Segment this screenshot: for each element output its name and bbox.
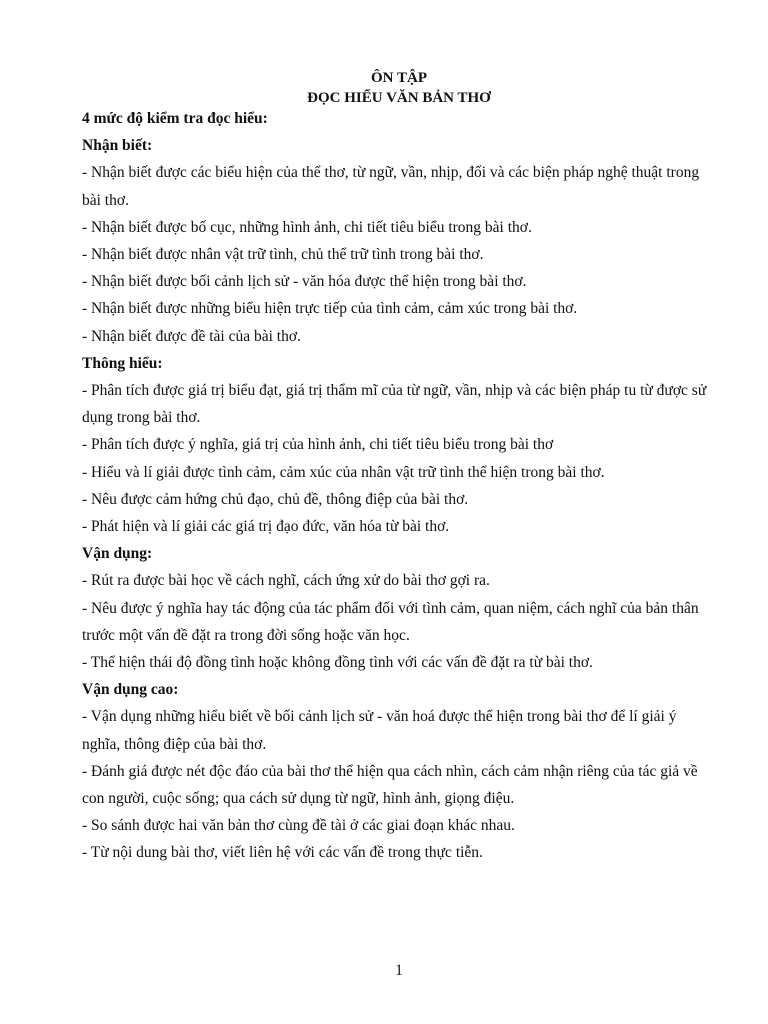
list-item: - Nêu được ý nghĩa hay tác động của tác phẩm đối với tình cảm, quan niệm, cách nghĩ của bản thân trước một vấn đề đặt ra trong đời sống hoặc văn học. — [82, 599, 699, 644]
list-item: - Phân tích được giá trị biểu đạt, giá trị thẩm mĩ của từ ngữ, vần, nhịp và các biện pháp tu từ được sử dụng trong bài thơ. — [82, 382, 707, 427]
title-line-1: ÔN TẬP — [371, 70, 427, 86]
list-item: - Nhận biết được bối cảnh lịch sử - văn hóa được thể hiện trong bài thơ. — [82, 273, 527, 291]
list-item: - Nhận biết được các biểu hiện của thể thơ, từ ngữ, vần, nhịp, đối và các biện pháp nghệ thuật trong bài thơ. — [82, 164, 700, 209]
section-heading-thong-hieu: Thông hiểu: — [82, 354, 163, 372]
list-item: - Rút ra được bài học về cách nghĩ, cách ứng xử do bài thơ gợi ra. — [82, 572, 490, 590]
title-line-2: ĐỌC HIỂU VĂN BẢN THƠ — [307, 90, 491, 106]
list-item: - Hiểu và lí giải được tình cảm, cảm xúc của nhân vật trữ tình thể hiện trong bài thơ. — [82, 463, 605, 481]
list-item: - Nhận biết được nhân vật trữ tình, chủ thể trữ tình trong bài thơ. — [82, 246, 484, 264]
document-title — [0, 68, 768, 108]
list-item: - So sánh được hai văn bản thơ cùng đề tài ở các giai đoạn khác nhau. — [82, 817, 515, 835]
list-item: - Nhận biết được đề tài của bài thơ. — [82, 327, 301, 345]
section-heading-van-dung: Vận dụng: — [82, 545, 153, 563]
list-item: - Phát hiện và lí giải các giá trị đạo đức, văn hóa từ bài thơ. — [82, 518, 450, 536]
list-item: - Nhận biết được bố cục, những hình ảnh, chi tiết tiêu biểu trong bài thơ. — [82, 218, 532, 236]
list-item: - Nhận biết được những biểu hiện trực tiếp của tình cảm, cảm xúc trong bài thơ. — [82, 300, 578, 318]
list-item: - Phân tích được ý nghĩa, giá trị của hình ảnh, chi tiết tiêu biểu trong bài thơ — [82, 436, 554, 454]
list-item: - Đánh giá được nét độc đáo của bài thơ thể hiện qua cách nhìn, cách cảm nhận riêng của tác giả về con người, cuộc sống; qua cách sử dụng từ ngữ, hình ảnh, giọng điệu. — [82, 762, 698, 808]
document-body — [82, 105, 712, 867]
list-item: - Thể hiện thái độ đồng tình hoặc không đồng tình với các vấn đề đặt ra từ bài thơ. — [82, 654, 593, 672]
list-item: - Vận dụng những hiểu biết về bối cảnh lịch sử - văn hoá được thể hiện trong bài thơ để lí giải ý nghĩa, thông điệp của bài thơ. — [82, 708, 677, 753]
section-heading-van-dung-cao: Vận dụng cao: — [82, 681, 179, 699]
list-item: - Nêu được cảm hứng chủ đạo, chủ đề, thông điệp của bài thơ. — [82, 490, 469, 508]
page-number: 1 — [395, 962, 403, 979]
list-item: - Từ nội dung bài thơ, viết liên hệ với các vấn đề trong thực tiễn. — [82, 844, 483, 862]
section-heading-nhan-biet: Nhận biết: — [82, 137, 153, 155]
intro-heading: 4 mức độ kiểm tra đọc hiểu: — [82, 110, 268, 127]
